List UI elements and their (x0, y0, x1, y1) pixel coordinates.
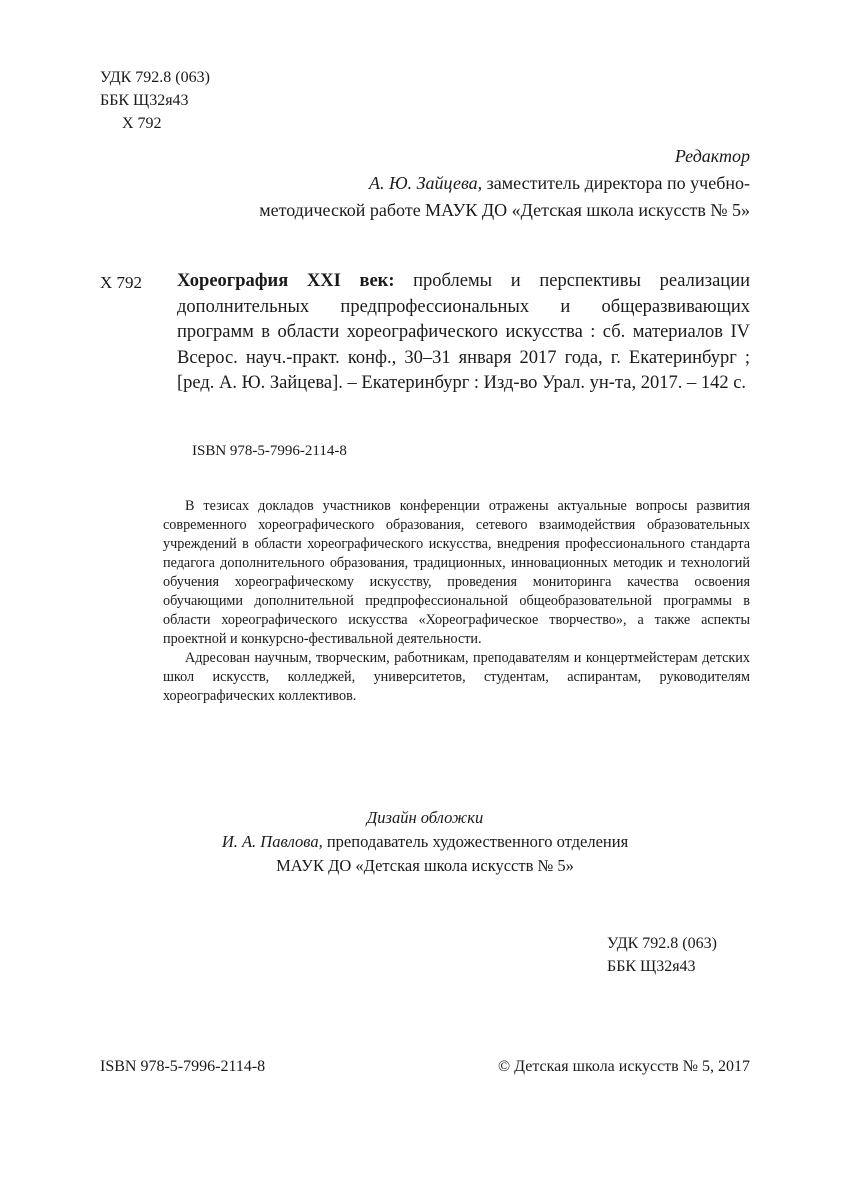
editor-line-1 (100, 170, 750, 197)
editor-position-1: заместитель директора по учебно- (482, 173, 750, 193)
cover-design-line-1 (100, 830, 750, 854)
udk-code: УДК 792.8 (063) (100, 69, 210, 86)
author-mark: Х 792 (122, 115, 162, 132)
book-title: Хореография XXI век: (177, 271, 395, 291)
cover-designer-position-2: МАУК ДО «Детская школа искусств № 5» (276, 856, 574, 875)
cover-designer-position-1: преподаватель художественного отделения (322, 832, 629, 851)
annotation-paragraph-1: В тезисах докладов участников конференции отражены актуальные вопросы развития современного хореографического образования, сетевого взаимодействия образовательных учреждений в области хореографического искусства, внедрения профессионального стандарта педагога дополнительного образования, традиционных, инновационных методик и технологий обучения хореографическому искусству, проведения мониторинга качества освоения обучающими дополнительной предпрофессиональной общеобразовательной программы в области хореографического искусства «Хореографическое творчество», а также аспекты проектной и конкурсно-фестивальной деятельности. (163, 498, 750, 647)
book-description: проблемы и перспективы реализации дополнительных предпрофессиональных и общеразвивающих программ в области хореографического искусства : сб. материалов IV Всерос. науч.-практ. конф., 30–31 января 2017 года, г. Екатеринбург ; [ред. А. Ю. Зайцева]. – Екатеринбург : Изд-во Урал. ун-та, 2017. – 142 с. (177, 271, 750, 393)
classification-footer (607, 932, 717, 978)
editor-position-2: методической работе МАУК ДО «Детская школа искусств № 5» (259, 200, 750, 220)
udk-code-footer: УДК 792.8 (063) (607, 935, 717, 952)
isbn-middle: ISBN 978-5-7996-2114-8 (192, 443, 347, 459)
bibliographic-description (177, 269, 750, 397)
annotation-paragraph-2: Адресован научным, творческим, работникам, преподавателям и концертмейстерам детских школ искусств, колледжей, университетов, студентам, аспирантам, руководителям хореографических коллективов. (163, 650, 750, 704)
cover-designer-name: И. А. Павлова, (221, 832, 323, 851)
editor-block (100, 143, 750, 224)
cover-design-role: Дизайн обложки (366, 808, 484, 827)
annotation (163, 497, 750, 706)
editor-name: А. Ю. Зайцева, (369, 173, 483, 193)
bbk-code-footer: ББК Щ32я43 (607, 958, 696, 975)
classification-header (100, 66, 210, 135)
editor-role: Редактор (674, 146, 750, 166)
catalog-code: Х 792 (100, 273, 143, 292)
copyright: © Детская школа искусств № 5, 2017 (497, 1058, 750, 1075)
isbn-bottom: ISBN 978-5-7996-2114-8 (100, 1058, 266, 1075)
cover-design-block (100, 806, 750, 878)
bbk-code: ББК Щ32я43 (100, 92, 189, 109)
